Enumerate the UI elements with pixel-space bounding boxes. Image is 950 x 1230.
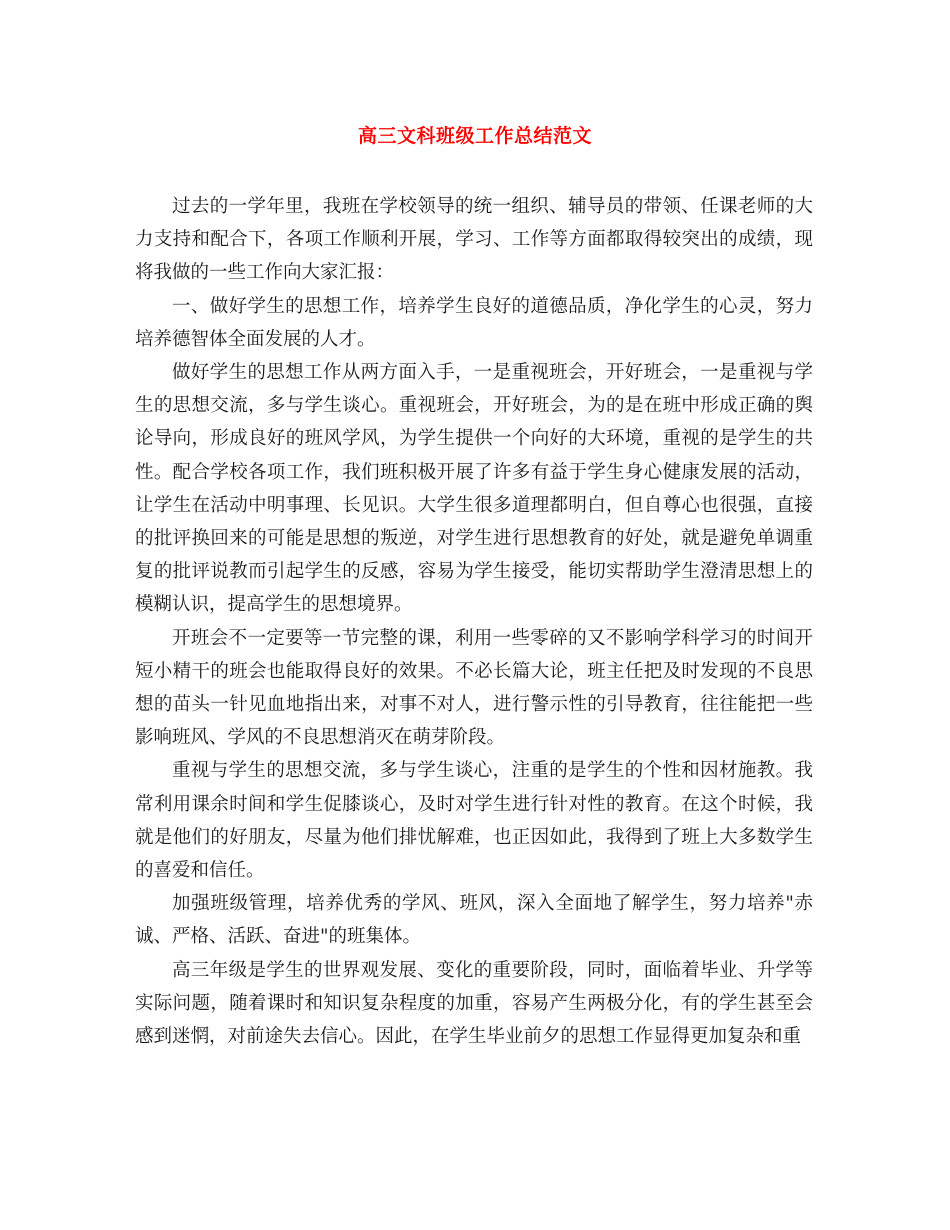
paragraph-section-one-heading: 一、做好学生的思想工作，培养学生良好的道德品质，净化学生的心灵，努力培养德智体全面发展的人才。 bbox=[135, 295, 813, 350]
paragraph-intro: 过去的一学年里，我班在学校领导的统一组织、辅导员的带领、任课老师的大力支持和配合下，各项工作顺利开展，学习、工作等方面都取得较突出的成绩，现将我做的一些工作向大家汇报： bbox=[135, 196, 813, 284]
paragraph-senior-year: 高三年级是学生的世界观发展、变化的重要阶段，同时，面临着毕业、升学等实际问题，随着课时和知识复杂程度的加重，容易产生两极分化，有的学生甚至会感到迷惘，对前途失去信心。因此，在学生毕业前夕的思想工作显得更加复杂和重 bbox=[135, 959, 813, 1048]
paragraph-student-communication: 重视与学生的思想交流，多与学生谈心，注重的是学生的个性和因材施教。我常利用课余时间和学生促膝谈心，及时对学生进行针对性的教育。在这个时候，我就是他们的好朋友，尽量为他们排忧解难，也正因如此，我得到了班上大多数学生的喜爱和信任。 bbox=[135, 760, 813, 882]
document-body bbox=[135, 190, 813, 1053]
paragraph-class-meetings: 做好学生的思想工作从两方面入手，一是重视班会，开好班会，一是重视与学生的思想交流，多与学生谈心。重视班会，开好班会，为的是在班中形成正确的舆论导向，形成良好的班风学风，为学生提供一个向好的大环境，重视的是学生的共性。配合学校各项工作，我们班积极开展了许多有益于学生身心健康发展的活动，让学生在活动中明事理、长见识。大学生很多道理都明白，但自尊心也很强，直接的批评换回来的可能是思想的叛逆，对学生进行思想教育的好处，就是避免单调重复的批评说教而引起学生的反感，容易为学生接受，能切实帮助学生澄清思想上的模糊认识，提高学生的思想境界。 bbox=[135, 362, 813, 616]
document-title: 高三文科班级工作总结范文 bbox=[357, 125, 592, 147]
paragraph-class-management: 加强班级管理，培养优秀的学风、班风，深入全面地了解学生，努力培养"赤诚、严格、活跃、奋进"的班集体。 bbox=[135, 893, 813, 948]
paragraph-short-meetings: 开班会不一定要等一节完整的课，利用一些零碎的又不影响学科学习的时间开短小精干的班会也能取得良好的效果。不必长篇大论，班主任把及时发现的不良思想的苗头一针见血地指出来，对事不对人，进行警示性的引导教育，往往能把一些影响班风、学风的不良思想消灭在萌芽阶段。 bbox=[135, 627, 813, 749]
